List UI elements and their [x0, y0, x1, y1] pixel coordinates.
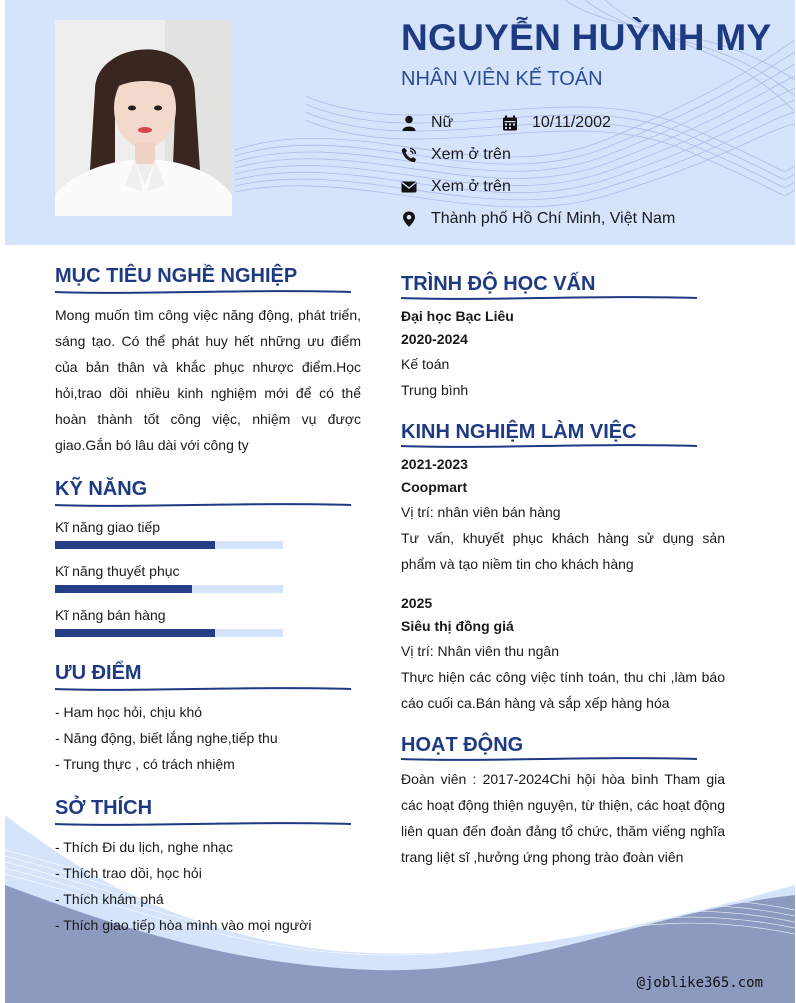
hobby-item: - Thích trao dồi, học hỏi [55, 865, 202, 881]
hobbies-underline [55, 821, 351, 827]
calendar-icon [502, 115, 518, 131]
hobby-item: - Thích giao tiếp hòa mình vào mọi người [55, 917, 312, 933]
activities-underline [401, 756, 697, 762]
skill-bar [55, 541, 283, 549]
email-value: Xem ở trên [431, 178, 511, 195]
phone-icon [401, 147, 417, 163]
education-underline [401, 295, 697, 301]
activities-text: Đoàn viên : 2017-2024Chi hội hòa bình Tham gia các hoạt động thiện nguyện, từ thiện, các hoạt động liên quan đến đoàn đảng tổ chức, thăm viếng nghĩa trang liệt sĩ ,hưởng ứng phong trào đoàn viên [401, 771, 725, 865]
job-description: Tư vấn, khuyết phục khách hàng sử dụng sản phẩm và tạo niềm tin cho khách hàng [401, 530, 725, 572]
site-watermark: @joblike365.com [636, 975, 763, 991]
education-school: Đại học Bạc Liêu [401, 308, 514, 324]
candidate-name: NGUYỄN HUỲNH MY [401, 17, 772, 58]
job-company: Siêu thị đồng giá [401, 618, 514, 634]
skill-bar-fill [55, 541, 215, 549]
hobbies-title: SỞ THÍCH [55, 797, 153, 819]
strengths-title: ƯU ĐIỂM [55, 662, 142, 684]
job-period: 2025 [401, 595, 433, 611]
job-company: Coopmart [401, 479, 468, 495]
phone-row [401, 146, 511, 164]
skill-label: Kĩ năng thuyết phục [55, 563, 180, 579]
email-row [401, 178, 511, 196]
skills-underline [55, 502, 351, 508]
activities-title: HOẠT ĐỘNG [401, 734, 524, 756]
job-title: NHÂN VIÊN KẾ TOÁN [401, 68, 603, 90]
objective-underline [55, 289, 351, 295]
map-pin-icon [401, 211, 417, 227]
education-major: Kế toán [401, 356, 450, 372]
experience-title: KINH NGHIỆM LÀM VIỆC [401, 421, 637, 443]
skill-bar-fill [55, 629, 215, 637]
experience-underline [401, 443, 697, 449]
hobby-item: - Thích Đi du lịch, nghe nhạc [55, 839, 233, 855]
job-position: Vị trí: nhân viên bán hàng [401, 504, 561, 520]
person-icon [401, 115, 417, 131]
strengths-underline [55, 686, 351, 692]
envelope-icon [401, 179, 417, 195]
skill-label: Kĩ năng giao tiếp [55, 519, 161, 535]
education-grade: Trung bình [401, 382, 469, 398]
job-description: Thực hiện các công việc tính toán, thu chi ,làm báo cáo cuối ca.Bán hàng và sắp xếp hàng hóa [401, 669, 725, 711]
birthdate-row [502, 114, 611, 132]
job-position: Vị trí: Nhân viên thu ngân [401, 643, 559, 659]
birthdate-value: 10/11/2002 [532, 114, 611, 131]
objective-text: Mong muốn tìm công việc năng động, phát triển, sáng tạo. Có thể phát huy hết những ưu điểm của bản thân và khắc phục nhược điểm.Học hỏi,trao dồi nhiều kinh nghiệm mới để có thể hoàn thành tốt công việc, nhiệm vụ được giao.Gắn bó lâu dài với công ty [55, 307, 361, 453]
skills-title: KỸ NĂNG [55, 478, 148, 500]
strength-item: - Năng động, biết lắng nghe,tiếp thu [55, 730, 278, 746]
skill-bar [55, 629, 283, 637]
profile-photo [55, 20, 232, 216]
cv-page [5, 0, 795, 1003]
job-period: 2021-2023 [401, 456, 468, 472]
objective-title: MỤC TIÊU NGHỀ NGHIỆP [55, 265, 298, 287]
strength-item: - Ham học hỏi, chịu khó [55, 704, 203, 720]
strength-item: - Trung thực , có trách nhiệm [55, 756, 235, 772]
skill-bar [55, 585, 283, 593]
hobby-item: - Thích khám phá [55, 891, 164, 907]
skill-label: Kĩ năng bán hàng [55, 607, 166, 623]
address-value: Thành phố Hồ Chí Minh, Việt Nam [431, 210, 676, 227]
portrait-illustration [55, 20, 232, 216]
education-title: TRÌNH ĐỘ HỌC VẤN [401, 273, 596, 295]
gender-row [401, 114, 453, 132]
education-years: 2020-2024 [401, 331, 468, 347]
gender-value: Nữ [431, 114, 454, 131]
address-row [401, 210, 675, 228]
phone-value: Xem ở trên [431, 146, 511, 163]
skill-bar-fill [55, 585, 192, 593]
